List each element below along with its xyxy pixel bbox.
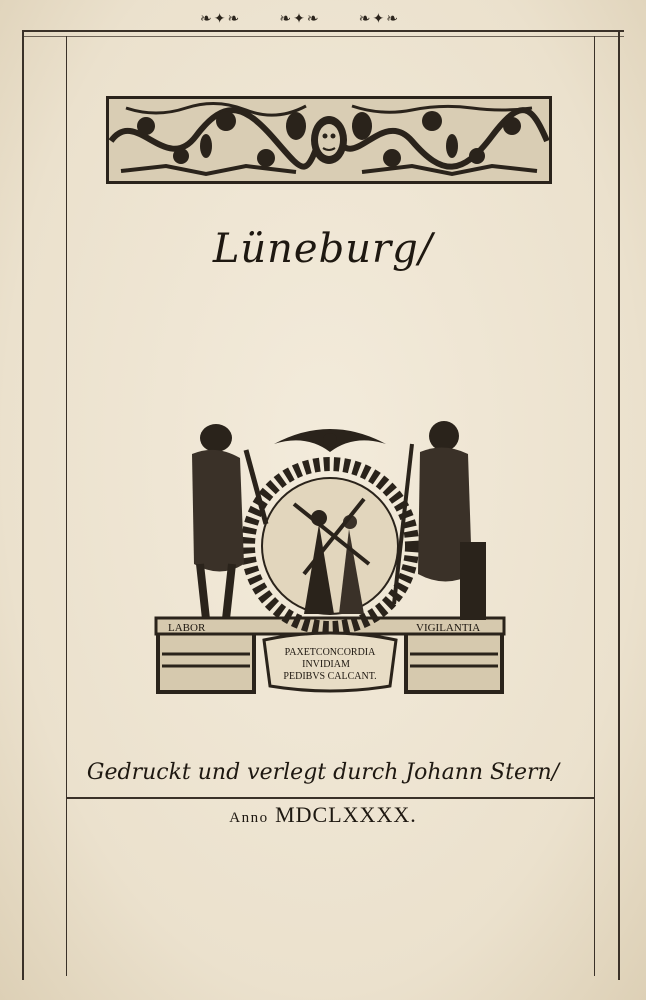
frame-rule-left-outer <box>22 30 24 980</box>
pedestal-label-right: VIGILANTIA <box>416 622 481 634</box>
frame-rule-top <box>22 30 624 32</box>
fleuron-ornament-icon: ❧✦❧ <box>200 11 242 27</box>
fleuron-ornament-icon: ❧✦❧ <box>358 11 400 27</box>
pedestal-label-left: LABOR <box>168 622 206 634</box>
frame-rule-right-inner <box>594 36 595 976</box>
page-title: Lüneburg/ <box>212 226 434 272</box>
date-year: MDCLXXXX. <box>275 802 417 827</box>
frame-rule-top-inner <box>22 36 624 37</box>
ornamental-headpiece <box>106 96 552 184</box>
cartouche-motto-line2: INVIDIAM <box>302 659 350 670</box>
frame-rule-right-outer <box>618 30 620 980</box>
imprint-line: Gedruckt und verlegt durch Johann Stern/ <box>86 760 560 785</box>
cartouche-motto-line3: PEDIBVS CALCANT. <box>283 671 377 682</box>
imprint-divider-rule <box>66 797 594 799</box>
date-prefix: Anno <box>229 810 269 826</box>
fleuron-ornament-icon: ❧✦❧ <box>279 11 321 27</box>
frame-rule-left-inner <box>66 36 67 976</box>
printers-device-emblem <box>154 414 506 696</box>
publication-date <box>0 802 646 828</box>
top-fleuron-row <box>200 8 400 30</box>
cartouche-motto-line1: PAXETCONCORDIA <box>284 647 376 658</box>
